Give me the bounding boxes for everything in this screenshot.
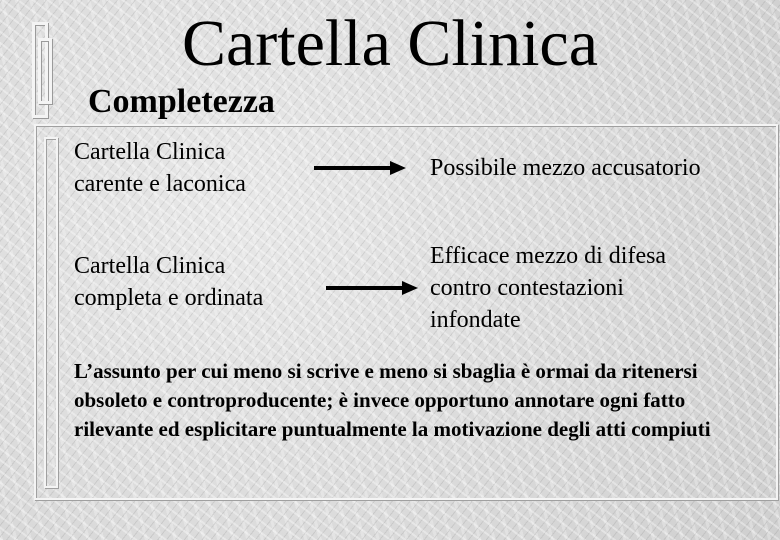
arrow-right-icon — [314, 158, 406, 178]
row-2-effect: Efficace mezzo di difesa contro contestazioni infondate — [430, 243, 667, 333]
accent-bar — [44, 137, 58, 488]
slide-subtitle: Completezza — [88, 83, 275, 120]
row-2-cause: Cartella Clinica completa e ordinata — [74, 253, 264, 311]
slide-title: Cartella Clinica — [181, 7, 598, 80]
row-1-cause: Cartella Clinica carente e laconica — [74, 139, 246, 197]
decorative-frame-inner — [38, 38, 52, 104]
row-1-effect: Possibile mezzo accusatorio — [430, 155, 701, 181]
conclusion-note: L’assunto per cui meno si scrive e meno si sbaglia è ormai da ritenersi obsoleto e controproducente; è invece opportuno annotare ogni fatto rilevante ed esplicitare puntualmente la motivazione degli atti compiuti — [74, 359, 711, 441]
arrow-right-icon — [326, 278, 418, 298]
